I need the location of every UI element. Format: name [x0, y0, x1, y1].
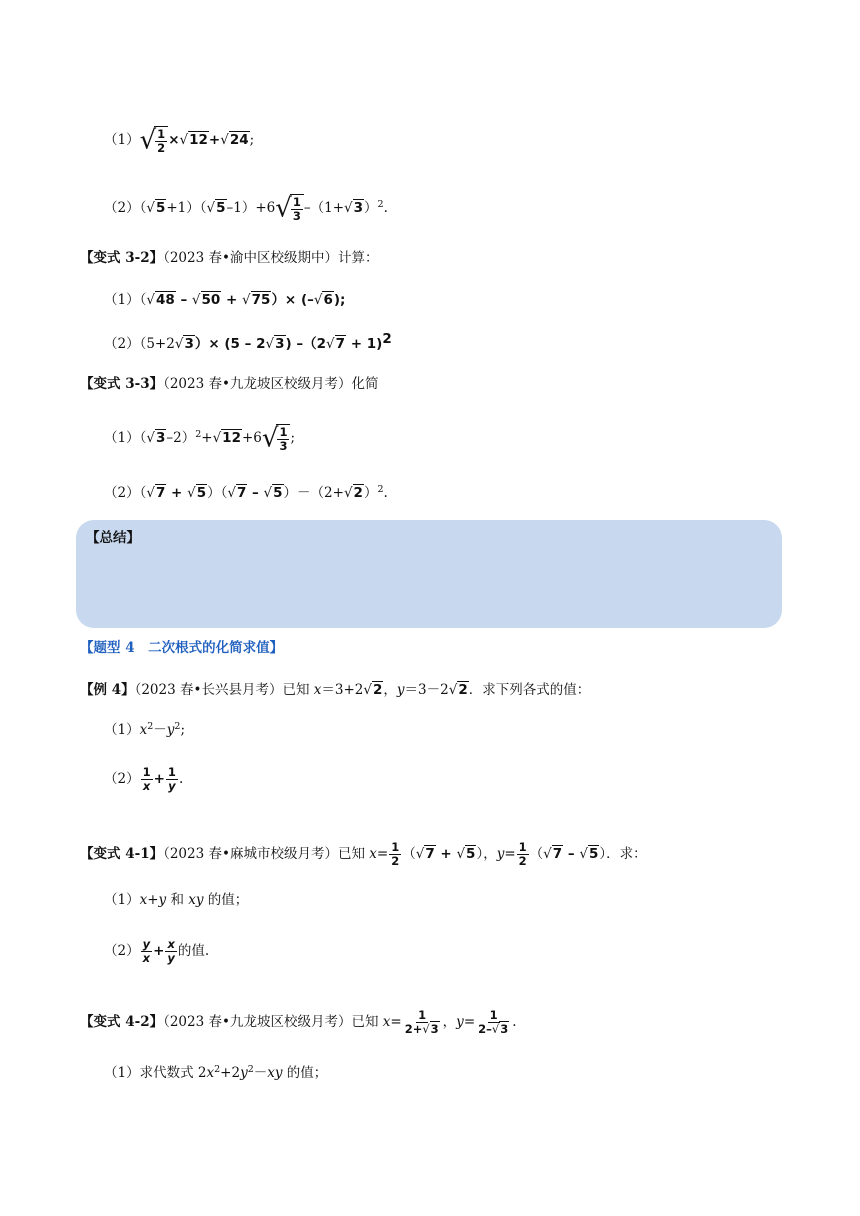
punct: ;: [180, 722, 186, 738]
frac-den: 2: [391, 854, 400, 868]
item-label: （2）: [104, 200, 140, 216]
frac-den: 3: [292, 209, 301, 223]
punct: .: [383, 200, 388, 216]
frac-num: 1: [391, 840, 400, 854]
sqrt-expr: √3: [344, 200, 364, 216]
radicand: 5: [196, 485, 207, 501]
radicand: 5: [466, 846, 476, 862]
item-label: （1）: [104, 430, 140, 446]
text: );: [333, 292, 346, 308]
var-x: x: [382, 1014, 391, 1030]
fraction: [517, 841, 529, 868]
sqrt-expr: √7: [227, 485, 247, 501]
radicand: 2: [353, 485, 363, 501]
sqrt-expr: √24: [220, 132, 249, 148]
text: （: [139, 485, 147, 501]
text: 的值；: [203, 892, 249, 908]
frac-den: x: [142, 779, 151, 793]
sqrt-expr: √2: [363, 682, 383, 698]
sqrt-expr: √5: [206, 200, 226, 216]
fraction: [476, 1009, 511, 1036]
prev-item-2: [104, 194, 388, 223]
text: +6: [241, 430, 262, 446]
punct: ，: [383, 682, 397, 698]
v41-item-1: [104, 889, 248, 911]
radicand: 3: [500, 1022, 509, 1036]
v42-header: [80, 1006, 517, 1038]
text: +: [201, 430, 213, 446]
var-x: x: [139, 722, 148, 738]
frac-den: [403, 1023, 442, 1036]
frac-num: 1: [489, 1008, 498, 1022]
sqrt-expr: √5: [263, 485, 283, 501]
v32-item-1: [104, 289, 345, 311]
var-y: y: [456, 1014, 464, 1030]
frac-num: 1: [279, 425, 288, 439]
item-label: （2）: [104, 943, 140, 959]
frac-den: 2: [157, 141, 166, 155]
radicand-box: [276, 424, 290, 453]
text: ）．求：: [599, 846, 647, 862]
summary-box: [76, 520, 782, 628]
text: ＝3+2: [321, 682, 364, 698]
operator: +: [153, 771, 165, 787]
text: ）× (5 – 2: [194, 336, 266, 352]
var-y: y: [496, 846, 505, 862]
exponent: 2: [377, 199, 384, 210]
frac-den: y: [167, 951, 175, 965]
sqrt-expr: √6: [313, 292, 333, 308]
punct: .: [383, 485, 388, 501]
text: ) –（2: [285, 336, 327, 352]
sqrt-expr: √75: [242, 292, 271, 308]
radicand: 6: [323, 292, 333, 308]
operator: +: [153, 943, 165, 959]
radicand: 2: [458, 682, 468, 698]
var-x: x: [206, 1065, 215, 1081]
radicand: 5: [155, 200, 166, 216]
exponent: 2: [147, 721, 154, 732]
fraction: [277, 426, 289, 453]
text: 求代数式 2: [139, 1065, 207, 1081]
sqrt-expr: √2: [448, 682, 468, 698]
text: （5+2: [139, 336, 175, 352]
sqrt-expr: √3: [146, 430, 166, 446]
text: +2: [220, 1065, 241, 1081]
text: –1）+6: [226, 200, 276, 216]
v32-item-2: [104, 333, 392, 355]
problem-source: （2023 春•九龙坡区校级月考）化简: [163, 376, 379, 392]
exponent: 2: [214, 1064, 221, 1075]
radicand: 5: [273, 485, 283, 501]
frac-num: y: [142, 937, 151, 951]
sqrt-expr: √50: [191, 292, 221, 308]
exponent: 2: [195, 429, 202, 440]
radicand: 50: [201, 292, 221, 308]
radicand: 75: [251, 292, 271, 308]
radicand: 7: [236, 485, 247, 501]
sqrt-expr: √7: [543, 846, 563, 862]
text: –2）: [166, 430, 196, 446]
item-label: （1）: [104, 722, 140, 738]
sqrt-expr: √3: [265, 336, 285, 352]
item-label: （1）: [104, 892, 140, 908]
item-label: （2）: [104, 485, 140, 501]
problem-tag: 【变式 4-2】: [80, 1014, 164, 1030]
text: ）: [364, 200, 378, 216]
text: ）: [363, 485, 378, 501]
frac-den: y: [168, 779, 176, 793]
sqrt-expr: √7: [146, 485, 166, 501]
problem-tag: 【变式 3-2】: [80, 250, 164, 266]
v33-item-2: [104, 482, 388, 504]
punct: ;: [290, 430, 296, 446]
expression: xy: [267, 1065, 283, 1081]
fraction: [166, 766, 178, 793]
operator: +: [208, 132, 221, 148]
sqrt-expr: √12: [212, 430, 241, 446]
ex4-item-1: [104, 719, 185, 741]
text: ）－（2+: [283, 485, 344, 501]
radicand-box: [154, 126, 168, 155]
text: 的值.: [177, 943, 210, 959]
frac-num: 1: [518, 840, 527, 854]
text: ）（: [207, 485, 228, 501]
text: （: [139, 200, 147, 216]
text: （: [139, 430, 147, 446]
sqrt-expr: √3: [174, 336, 194, 352]
text: =: [463, 1014, 476, 1030]
radicand: 3: [155, 430, 166, 446]
v41-header: [80, 839, 647, 869]
radicand: 3: [353, 200, 364, 216]
radicand: 24: [229, 132, 249, 148]
v32-header: [80, 247, 378, 269]
v41-item-2: [104, 935, 209, 967]
text: =: [376, 846, 389, 862]
item-label: （1）: [104, 1065, 140, 1081]
item-label: （2）: [104, 771, 140, 787]
sqrt-expr: √12: [179, 132, 208, 148]
text: ＝3－2: [404, 682, 449, 698]
problem-tag: 【变式 4-1】: [80, 846, 164, 862]
radicand: 7: [155, 485, 166, 501]
text: =: [390, 1014, 402, 1030]
exponent: 2: [377, 484, 384, 495]
ex4-header: [80, 679, 590, 701]
exponent: 2: [382, 331, 392, 347]
fraction: [291, 196, 303, 223]
sqrt-expr: √2: [343, 485, 363, 501]
expression: x+y: [139, 892, 167, 908]
operator: –: [175, 292, 192, 308]
frac-num: 1: [167, 765, 176, 779]
sqrt-expr: √7: [326, 336, 346, 352]
exponent: 2: [247, 1064, 254, 1075]
punct: .: [178, 771, 184, 787]
operator: －: [153, 722, 167, 738]
radicand: 48: [155, 292, 175, 308]
text: +1）（: [166, 200, 207, 216]
frac-num: x: [167, 937, 175, 951]
sqrt-expr: √3: [422, 1022, 439, 1036]
sqrt-expr: √5: [579, 846, 599, 862]
fraction: [165, 938, 177, 965]
exponent: 2: [174, 721, 181, 732]
problem-tag: 【变式 3-3】: [80, 376, 164, 392]
operator: +: [435, 846, 457, 862]
punct: ，: [442, 1014, 457, 1030]
fraction: [141, 766, 153, 793]
radicand: 12: [222, 430, 241, 446]
sqrt-expr: √7: [415, 846, 435, 862]
v33-item-1: [104, 424, 295, 453]
prev-item-1: [104, 126, 254, 155]
fraction: [155, 128, 167, 155]
v42-item-1: [104, 1062, 327, 1084]
radicand: 3: [430, 1022, 439, 1036]
var-x: x: [369, 846, 377, 862]
text: –（1+: [303, 200, 345, 216]
expression: xy: [188, 892, 204, 908]
sqrt-icon: √: [261, 423, 279, 454]
frac-num: 1: [418, 1008, 427, 1022]
punct: .: [512, 1014, 517, 1030]
text: ）× (–: [271, 292, 314, 308]
problem-source: （2023 春•九龙坡区校级月考）已知: [163, 1014, 383, 1030]
v33-header: [80, 373, 378, 395]
frac-num: 1: [142, 765, 151, 779]
var-x: x: [313, 682, 322, 698]
text: 2+: [404, 1022, 423, 1036]
sqrt-icon: √: [275, 193, 292, 224]
text: （: [529, 846, 544, 862]
text: =: [504, 846, 516, 862]
operator: －: [253, 1065, 268, 1081]
section-heading: 【题型 4 二次根式的化简求值】: [80, 640, 284, 656]
frac-num: 1: [157, 127, 166, 141]
var-y: y: [396, 682, 405, 698]
ex4-item-2: [104, 763, 183, 795]
item-label: （2）: [104, 336, 140, 352]
punct: ;: [249, 132, 255, 148]
radicand: 3: [275, 336, 285, 352]
text: ），: [476, 846, 497, 862]
text: 的值；: [282, 1065, 328, 1081]
fraction: [141, 938, 153, 965]
radicand: 7: [335, 336, 346, 352]
fraction: [389, 841, 401, 868]
radicand: 7: [552, 846, 563, 862]
summary-title: 【总结】: [86, 530, 140, 546]
var-y: y: [240, 1065, 248, 1081]
radicand-box: [290, 194, 304, 223]
radicand: 12: [189, 132, 208, 148]
sqrt-expr: √3: [491, 1022, 509, 1036]
problem-source: （2023 春•长兴县月考）已知: [134, 682, 314, 698]
sqrt-expr: √5: [146, 200, 166, 216]
radicand: 5: [216, 200, 226, 216]
fraction: [403, 1009, 442, 1036]
frac-den: 2: [518, 854, 527, 868]
text: + 1): [346, 336, 383, 352]
problem-source: （2023 春•麻城市校级月考）已知: [163, 846, 370, 862]
frac-den: [476, 1023, 511, 1036]
text: 2–: [478, 1022, 492, 1036]
radicand: 2: [372, 682, 383, 698]
radicand: 7: [425, 846, 435, 862]
operator: +: [166, 485, 188, 501]
text: 和: [166, 892, 189, 908]
radicand: 5: [588, 846, 599, 862]
sqrt-expr: √5: [187, 485, 207, 501]
problem-source: （2023 春•渝中区校级期中）计算：: [163, 250, 379, 266]
item-label: （1）: [104, 132, 140, 148]
operator: –: [247, 485, 264, 501]
operator: ×: [168, 132, 180, 148]
radicand: 3: [184, 336, 194, 352]
text: （: [402, 846, 416, 862]
operator: +: [221, 292, 243, 308]
var-y: y: [166, 722, 175, 738]
sqrt-expr: √5: [456, 846, 476, 862]
text: （: [139, 292, 147, 308]
frac-num: 1: [292, 195, 301, 209]
frac-den: 3: [279, 439, 288, 453]
text: ．求下列各式的值：: [468, 682, 591, 698]
problem-tag: 【例 4】: [80, 682, 135, 698]
frac-den: x: [142, 951, 151, 965]
sqrt-icon: √: [139, 125, 157, 156]
operator: –: [563, 846, 580, 862]
item-label: （1）: [104, 292, 140, 308]
sqrt-expr: √48: [146, 292, 175, 308]
